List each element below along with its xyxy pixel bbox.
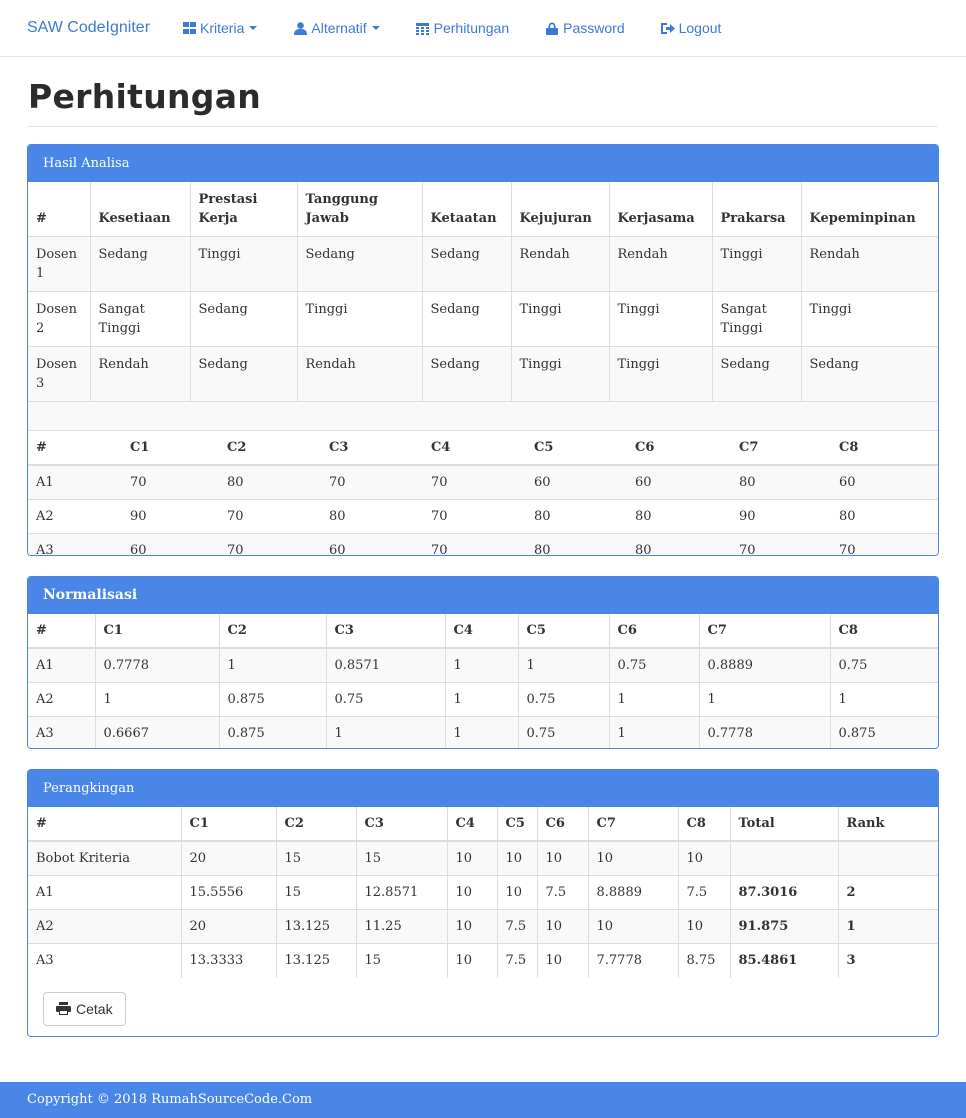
- nav-password-label: Password: [563, 20, 625, 36]
- col-header: C7: [731, 430, 831, 465]
- table-cell: 80: [831, 499, 938, 533]
- nav-logout-label: Logout: [678, 20, 722, 36]
- col-header: C7: [588, 807, 678, 841]
- table-cell: Tinggi: [190, 237, 297, 292]
- col-header: #: [28, 807, 181, 841]
- print-button[interactable]: [43, 992, 126, 1026]
- table-row: [28, 683, 938, 717]
- table-cell: A2: [28, 683, 95, 717]
- table-cell: 0.75: [609, 648, 699, 683]
- table-cell: 90: [731, 499, 831, 533]
- col-header: Kejujuran: [511, 182, 609, 237]
- table-cell: Rendah: [90, 347, 190, 402]
- table-cell: Tinggi: [511, 347, 609, 402]
- table-row: [28, 237, 938, 292]
- table-cell: 0.75: [326, 683, 445, 717]
- table-cell: Sedang: [801, 347, 938, 402]
- table-cell: 60: [122, 533, 219, 556]
- table-cell: 0.875: [219, 683, 326, 717]
- table-cell: A2: [28, 910, 181, 944]
- table-cell: 0.8571: [326, 648, 445, 683]
- col-header: C3: [326, 614, 445, 648]
- table-cell: 10: [588, 841, 678, 876]
- col-header: C7: [699, 614, 830, 648]
- table-cell: 15: [276, 876, 356, 910]
- table-cell: 1: [609, 717, 699, 750]
- nav-alternatif-label: Alternatif: [311, 20, 367, 36]
- table-cell: Tinggi: [609, 292, 712, 347]
- table-cell: Dosen 3: [28, 347, 90, 402]
- table-row: [28, 347, 938, 402]
- table-cell: 11.25: [356, 910, 447, 944]
- col-header: C6: [627, 430, 731, 465]
- table-cell: 10: [588, 910, 678, 944]
- table-cell: A1: [28, 876, 181, 910]
- calendar-icon: [416, 21, 430, 35]
- table-cell: 13.125: [276, 910, 356, 944]
- col-header: C8: [831, 430, 938, 465]
- col-header: #: [28, 182, 90, 237]
- table-cell: 12.8571: [356, 876, 447, 910]
- table-cell: [838, 841, 938, 876]
- table-cell: 70: [321, 465, 423, 500]
- table-row: [28, 533, 938, 556]
- perangkingan-panel: [27, 769, 939, 1037]
- col-header: Kesetiaan: [90, 182, 190, 237]
- table-cell: 10: [497, 841, 537, 876]
- col-header: #: [28, 430, 122, 465]
- nav-kriteria-label: Kriteria: [200, 20, 245, 36]
- table-cell: 70: [122, 465, 219, 500]
- table-cell: 1: [326, 717, 445, 750]
- panel-heading: Hasil Analisa: [28, 145, 938, 182]
- col-header: C1: [181, 807, 276, 841]
- table-cell: 7.5: [497, 910, 537, 944]
- table-cell: Rendah: [609, 237, 712, 292]
- grid-icon: [182, 21, 196, 35]
- col-header: Total: [730, 807, 838, 841]
- table-cell: Rendah: [511, 237, 609, 292]
- logout-icon: [661, 21, 675, 35]
- spacer-row: [28, 402, 938, 430]
- col-header: C6: [609, 614, 699, 648]
- col-header: C5: [518, 614, 609, 648]
- table-header-row: [28, 182, 938, 237]
- table-cell: 0.6667: [95, 717, 219, 750]
- footer: Copyright © 2018 RumahSourceCode.Com: [0, 1082, 966, 1118]
- col-header: C3: [321, 430, 423, 465]
- table-cell: Dosen 2: [28, 292, 90, 347]
- table-cell: Rendah: [297, 347, 422, 402]
- table-row: [28, 648, 938, 683]
- table-cell: 20: [181, 910, 276, 944]
- table-cell: A3: [28, 533, 122, 556]
- col-header: C3: [356, 807, 447, 841]
- navbar: [0, 0, 966, 57]
- table-cell: A1: [28, 465, 122, 500]
- col-header: C4: [423, 430, 526, 465]
- col-header: Kepeminpinan: [801, 182, 938, 237]
- table-cell: 1: [445, 648, 518, 683]
- table-cell: Tinggi: [712, 237, 801, 292]
- nilai-matrix-table: [28, 430, 938, 557]
- table-row: [28, 876, 938, 910]
- table-cell: 10: [447, 910, 497, 944]
- print-icon: [56, 1002, 71, 1015]
- rank-cell: 1: [838, 910, 938, 944]
- table-cell: 10: [537, 841, 588, 876]
- nav-perhitungan[interactable]: [416, 20, 510, 36]
- table-cell: 70: [219, 533, 321, 556]
- table-cell: 8.8889: [588, 876, 678, 910]
- table-row: [28, 717, 938, 750]
- col-header: C4: [447, 807, 497, 841]
- table-cell: 13.125: [276, 944, 356, 978]
- hasil-analisa-panel: [27, 144, 939, 556]
- table-cell: 80: [321, 499, 423, 533]
- table-cell: 0.875: [830, 717, 938, 750]
- nav-logout[interactable]: [661, 20, 722, 36]
- table-cell: 10: [447, 876, 497, 910]
- table-cell: 10: [447, 944, 497, 978]
- table-cell: 8.75: [678, 944, 730, 978]
- table-header-row: [28, 807, 938, 841]
- table-cell: 1: [609, 683, 699, 717]
- table-cell: 0.75: [518, 717, 609, 750]
- table-cell: 80: [731, 465, 831, 500]
- col-header: C4: [445, 614, 518, 648]
- nav-alternatif[interactable]: [293, 20, 379, 36]
- table-cell: 10: [537, 944, 588, 978]
- chevron-down-icon: [372, 26, 380, 30]
- table-cell: 60: [627, 465, 731, 500]
- table-cell: 1: [518, 648, 609, 683]
- table-cell: 70: [423, 465, 526, 500]
- table-row: [28, 944, 938, 978]
- table-cell: 1: [445, 717, 518, 750]
- table-cell: 0.7778: [699, 717, 830, 750]
- table-cell: Tinggi: [511, 292, 609, 347]
- brand-link[interactable]: SAW CodeIgniter: [27, 19, 151, 36]
- table-cell: Rendah: [801, 237, 938, 292]
- table-cell: 7.5: [497, 944, 537, 978]
- table-cell: Sedang: [422, 347, 511, 402]
- table-cell: 1: [699, 683, 830, 717]
- col-header: Kerjasama: [609, 182, 712, 237]
- col-header: C1: [122, 430, 219, 465]
- col-header: Prakarsa: [712, 182, 801, 237]
- table-cell: Sedang: [190, 347, 297, 402]
- table-cell: 80: [526, 499, 627, 533]
- table-cell: 60: [526, 465, 627, 500]
- table-cell: Sedang: [297, 237, 422, 292]
- perangkingan-table: [28, 807, 938, 978]
- table-cell: 1: [219, 648, 326, 683]
- table-cell: A2: [28, 499, 122, 533]
- col-header: C5: [497, 807, 537, 841]
- table-cell: 0.75: [518, 683, 609, 717]
- col-header: C8: [830, 614, 938, 648]
- col-header: C8: [678, 807, 730, 841]
- table-cell: 7.5: [678, 876, 730, 910]
- table-cell: Sangat Tinggi: [712, 292, 801, 347]
- table-cell: 80: [627, 533, 731, 556]
- table-cell: Bobot Kriteria: [28, 841, 181, 876]
- table-cell: 70: [423, 533, 526, 556]
- chevron-down-icon: [249, 26, 257, 30]
- table-cell: 1: [95, 683, 219, 717]
- col-header: C2: [219, 430, 321, 465]
- table-cell: 70: [731, 533, 831, 556]
- lock-icon: [545, 21, 559, 35]
- col-header: C2: [219, 614, 326, 648]
- nav-password[interactable]: [545, 20, 624, 36]
- table-cell: 0.8889: [699, 648, 830, 683]
- col-header: Rank: [838, 807, 938, 841]
- table-cell: Tinggi: [801, 292, 938, 347]
- table-cell: 10: [678, 910, 730, 944]
- table-cell: 13.3333: [181, 944, 276, 978]
- table-cell: 1: [445, 683, 518, 717]
- panel-heading: Normalisasi: [28, 577, 938, 614]
- table-cell: 10: [447, 841, 497, 876]
- table-cell: 70: [423, 499, 526, 533]
- col-header: C6: [537, 807, 588, 841]
- user-icon: [293, 21, 307, 35]
- table-row: [28, 841, 938, 876]
- table-header-row: [28, 430, 938, 465]
- table-row: [28, 292, 938, 347]
- table-cell: 20: [181, 841, 276, 876]
- table-header-row: [28, 614, 938, 648]
- col-header: #: [28, 614, 95, 648]
- table-cell: 15: [356, 841, 447, 876]
- table-cell: 60: [321, 533, 423, 556]
- table-cell: 80: [219, 465, 321, 500]
- table-cell: A1: [28, 648, 95, 683]
- table-cell: Tinggi: [609, 347, 712, 402]
- hasil-analisa-table: [28, 182, 938, 430]
- table-cell: 0.875: [219, 717, 326, 750]
- table-cell: Sedang: [712, 347, 801, 402]
- table-row: [28, 499, 938, 533]
- normalisasi-table: [28, 614, 938, 749]
- rank-cell: 2: [838, 876, 938, 910]
- col-header: Tanggung Jawab: [297, 182, 422, 237]
- table-cell: 7.5: [537, 876, 588, 910]
- table-cell: 10: [497, 876, 537, 910]
- table-cell: 0.7778: [95, 648, 219, 683]
- table-cell: Sedang: [90, 237, 190, 292]
- table-row: [28, 910, 938, 944]
- total-cell: 85.4861: [730, 944, 838, 978]
- table-row: [28, 465, 938, 500]
- rank-cell: 3: [838, 944, 938, 978]
- col-header: Ketaatan: [422, 182, 511, 237]
- print-button-label: Cetak: [76, 1000, 113, 1017]
- table-cell: Sedang: [422, 292, 511, 347]
- col-header: C1: [95, 614, 219, 648]
- table-cell: A3: [28, 717, 95, 750]
- nav-kriteria[interactable]: [182, 20, 257, 36]
- table-cell: Sedang: [190, 292, 297, 347]
- table-cell: Tinggi: [297, 292, 422, 347]
- table-cell: 15.5556: [181, 876, 276, 910]
- total-cell: 87.3016: [730, 876, 838, 910]
- table-cell: A3: [28, 944, 181, 978]
- table-cell: 10: [678, 841, 730, 876]
- table-cell: 90: [122, 499, 219, 533]
- table-cell: 15: [356, 944, 447, 978]
- table-cell: [730, 841, 838, 876]
- col-header: C2: [276, 807, 356, 841]
- table-cell: Sedang: [422, 237, 511, 292]
- table-cell: 7.7778: [588, 944, 678, 978]
- table-cell: 80: [627, 499, 731, 533]
- table-cell: 70: [831, 533, 938, 556]
- table-cell: Sangat Tinggi: [90, 292, 190, 347]
- total-cell: 91.875: [730, 910, 838, 944]
- table-cell: 60: [831, 465, 938, 500]
- table-cell: Dosen 1: [28, 237, 90, 292]
- col-header: C5: [526, 430, 627, 465]
- panel-heading: Perangkingan: [28, 770, 938, 807]
- table-cell: 70: [219, 499, 321, 533]
- table-cell: 10: [537, 910, 588, 944]
- page-title: Perhitungan: [28, 77, 262, 116]
- table-cell: 15: [276, 841, 356, 876]
- table-cell: 80: [526, 533, 627, 556]
- normalisasi-panel: [27, 576, 939, 749]
- table-cell: 1: [830, 683, 938, 717]
- page-header: [28, 77, 938, 127]
- table-cell: 0.75: [830, 648, 938, 683]
- col-header: Prestasi Kerja: [190, 182, 297, 237]
- nav-perhitungan-label: Perhitungan: [433, 20, 510, 36]
